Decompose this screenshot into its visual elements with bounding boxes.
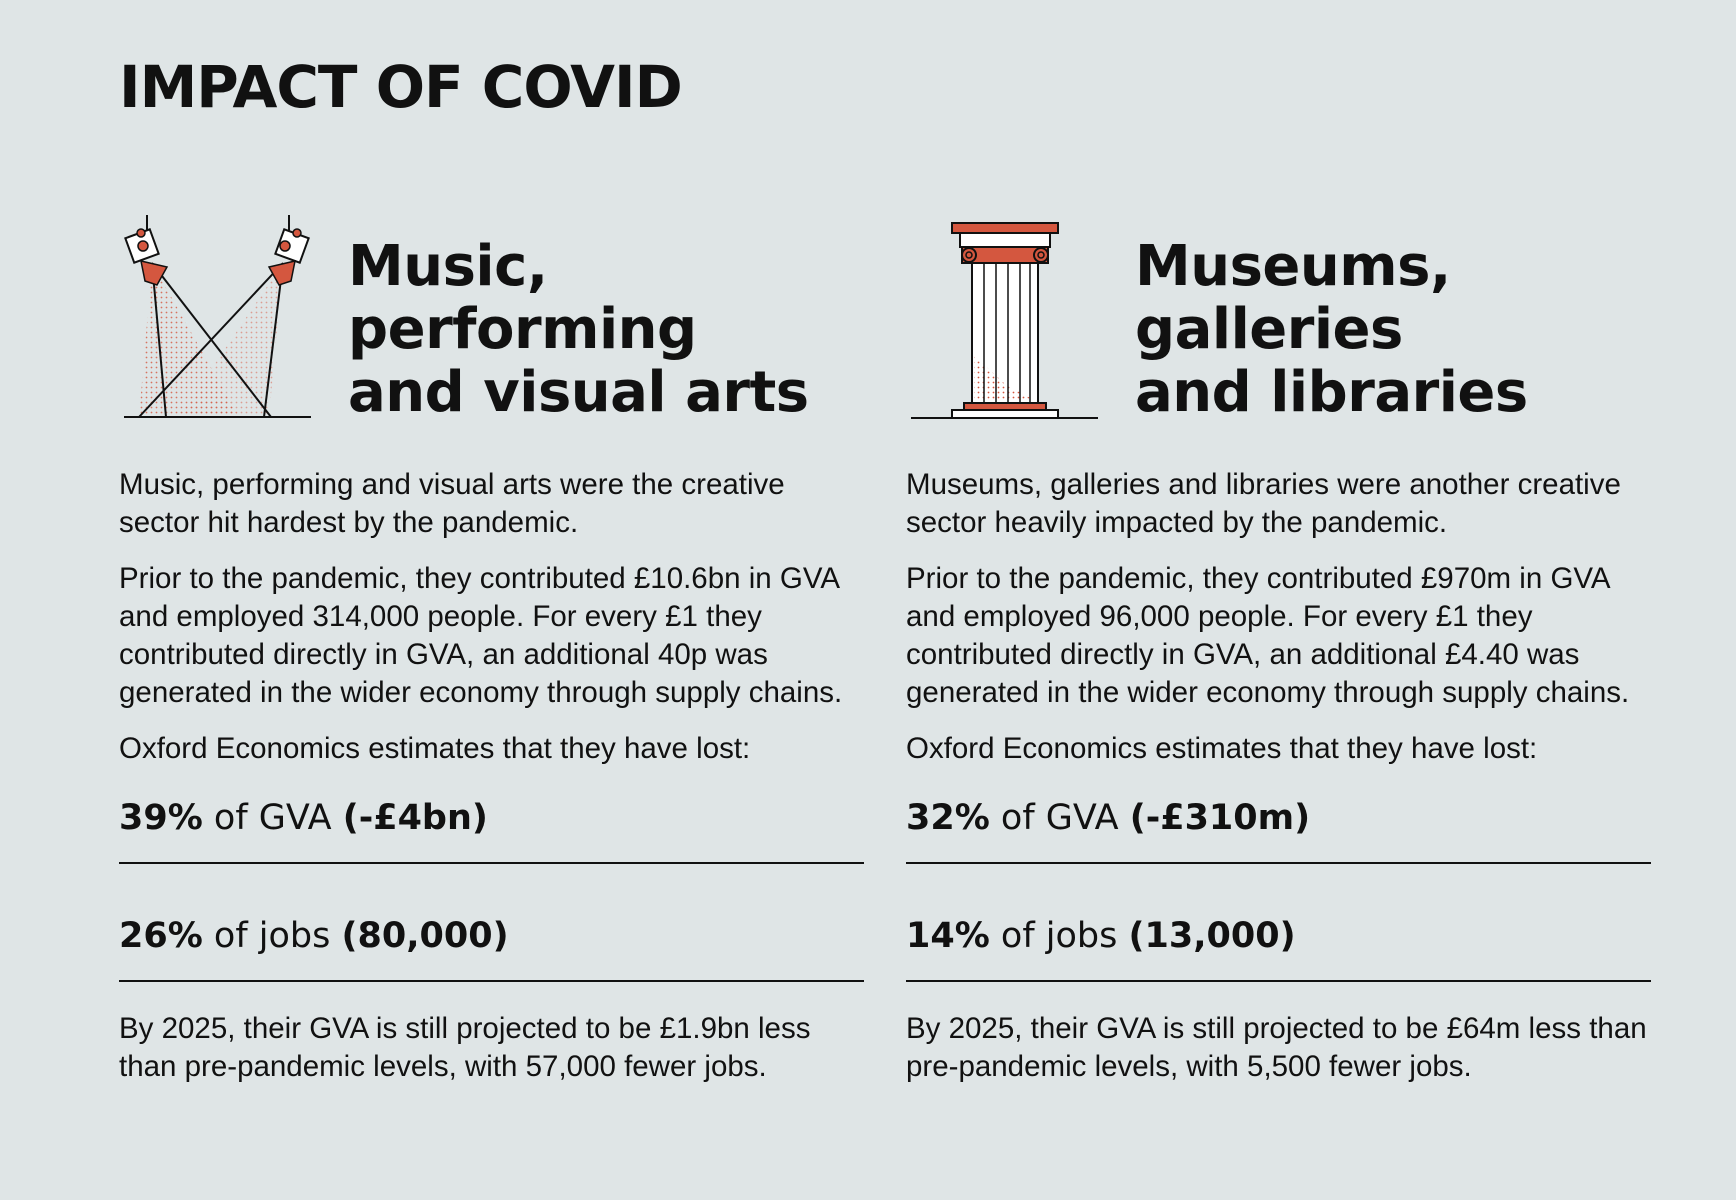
prior-paragraph: Prior to the pandemic, they contributed £10.6bn in GVA and employed 314,000 people. For every £1 they contributed directly in GVA, an additional 40p was generated in the wider economy through supply chains. [119, 562, 843, 709]
stat-jobs: 14% of jobs (13,000) [906, 904, 1651, 982]
section-music-performing-visual-arts [119, 215, 864, 1083]
section-header [119, 215, 864, 427]
stat-gva: 32% of GVA (-£310m) [906, 786, 1651, 864]
spotlights-icon [119, 215, 319, 420]
section-title: Music, performing and visual arts [348, 234, 809, 425]
prior-paragraph: Prior to the pandemic, they contributed £970m in GVA and employed 96,000 people. For every £1 they contributed directly in GVA, an additional £4.40 was generated in the wider economy through supply chains. [906, 562, 1630, 709]
page-title: IMPACT OF COVID [119, 53, 682, 121]
stat-gva: 39% of GVA (-£4bn) [119, 786, 864, 864]
estimate-lead: Oxford Economics estimates that they have lost: [119, 732, 751, 765]
section-title: Museums, galleries and libraries [1135, 234, 1528, 425]
section-header [906, 215, 1651, 427]
stat-jobs: 26% of jobs (80,000) [119, 904, 864, 982]
intro-paragraph: Music, performing and visual arts were the creative sector hit hardest by the pandemic. [119, 468, 785, 539]
column-icon [906, 215, 1106, 420]
projection-paragraph: By 2025, their GVA is still projected to be £64m less than pre-pandemic levels, with 5,500 fewer jobs. [906, 1012, 1647, 1083]
projection-paragraph: By 2025, their GVA is still projected to be £1.9bn less than pre-pandemic levels, with 57,000 fewer jobs. [119, 1012, 811, 1083]
section-museums-galleries-libraries [906, 215, 1651, 1083]
intro-paragraph: Museums, galleries and libraries were another creative sector heavily impacted by the pandemic. [906, 468, 1621, 539]
estimate-lead: Oxford Economics estimates that they have lost: [906, 732, 1538, 765]
